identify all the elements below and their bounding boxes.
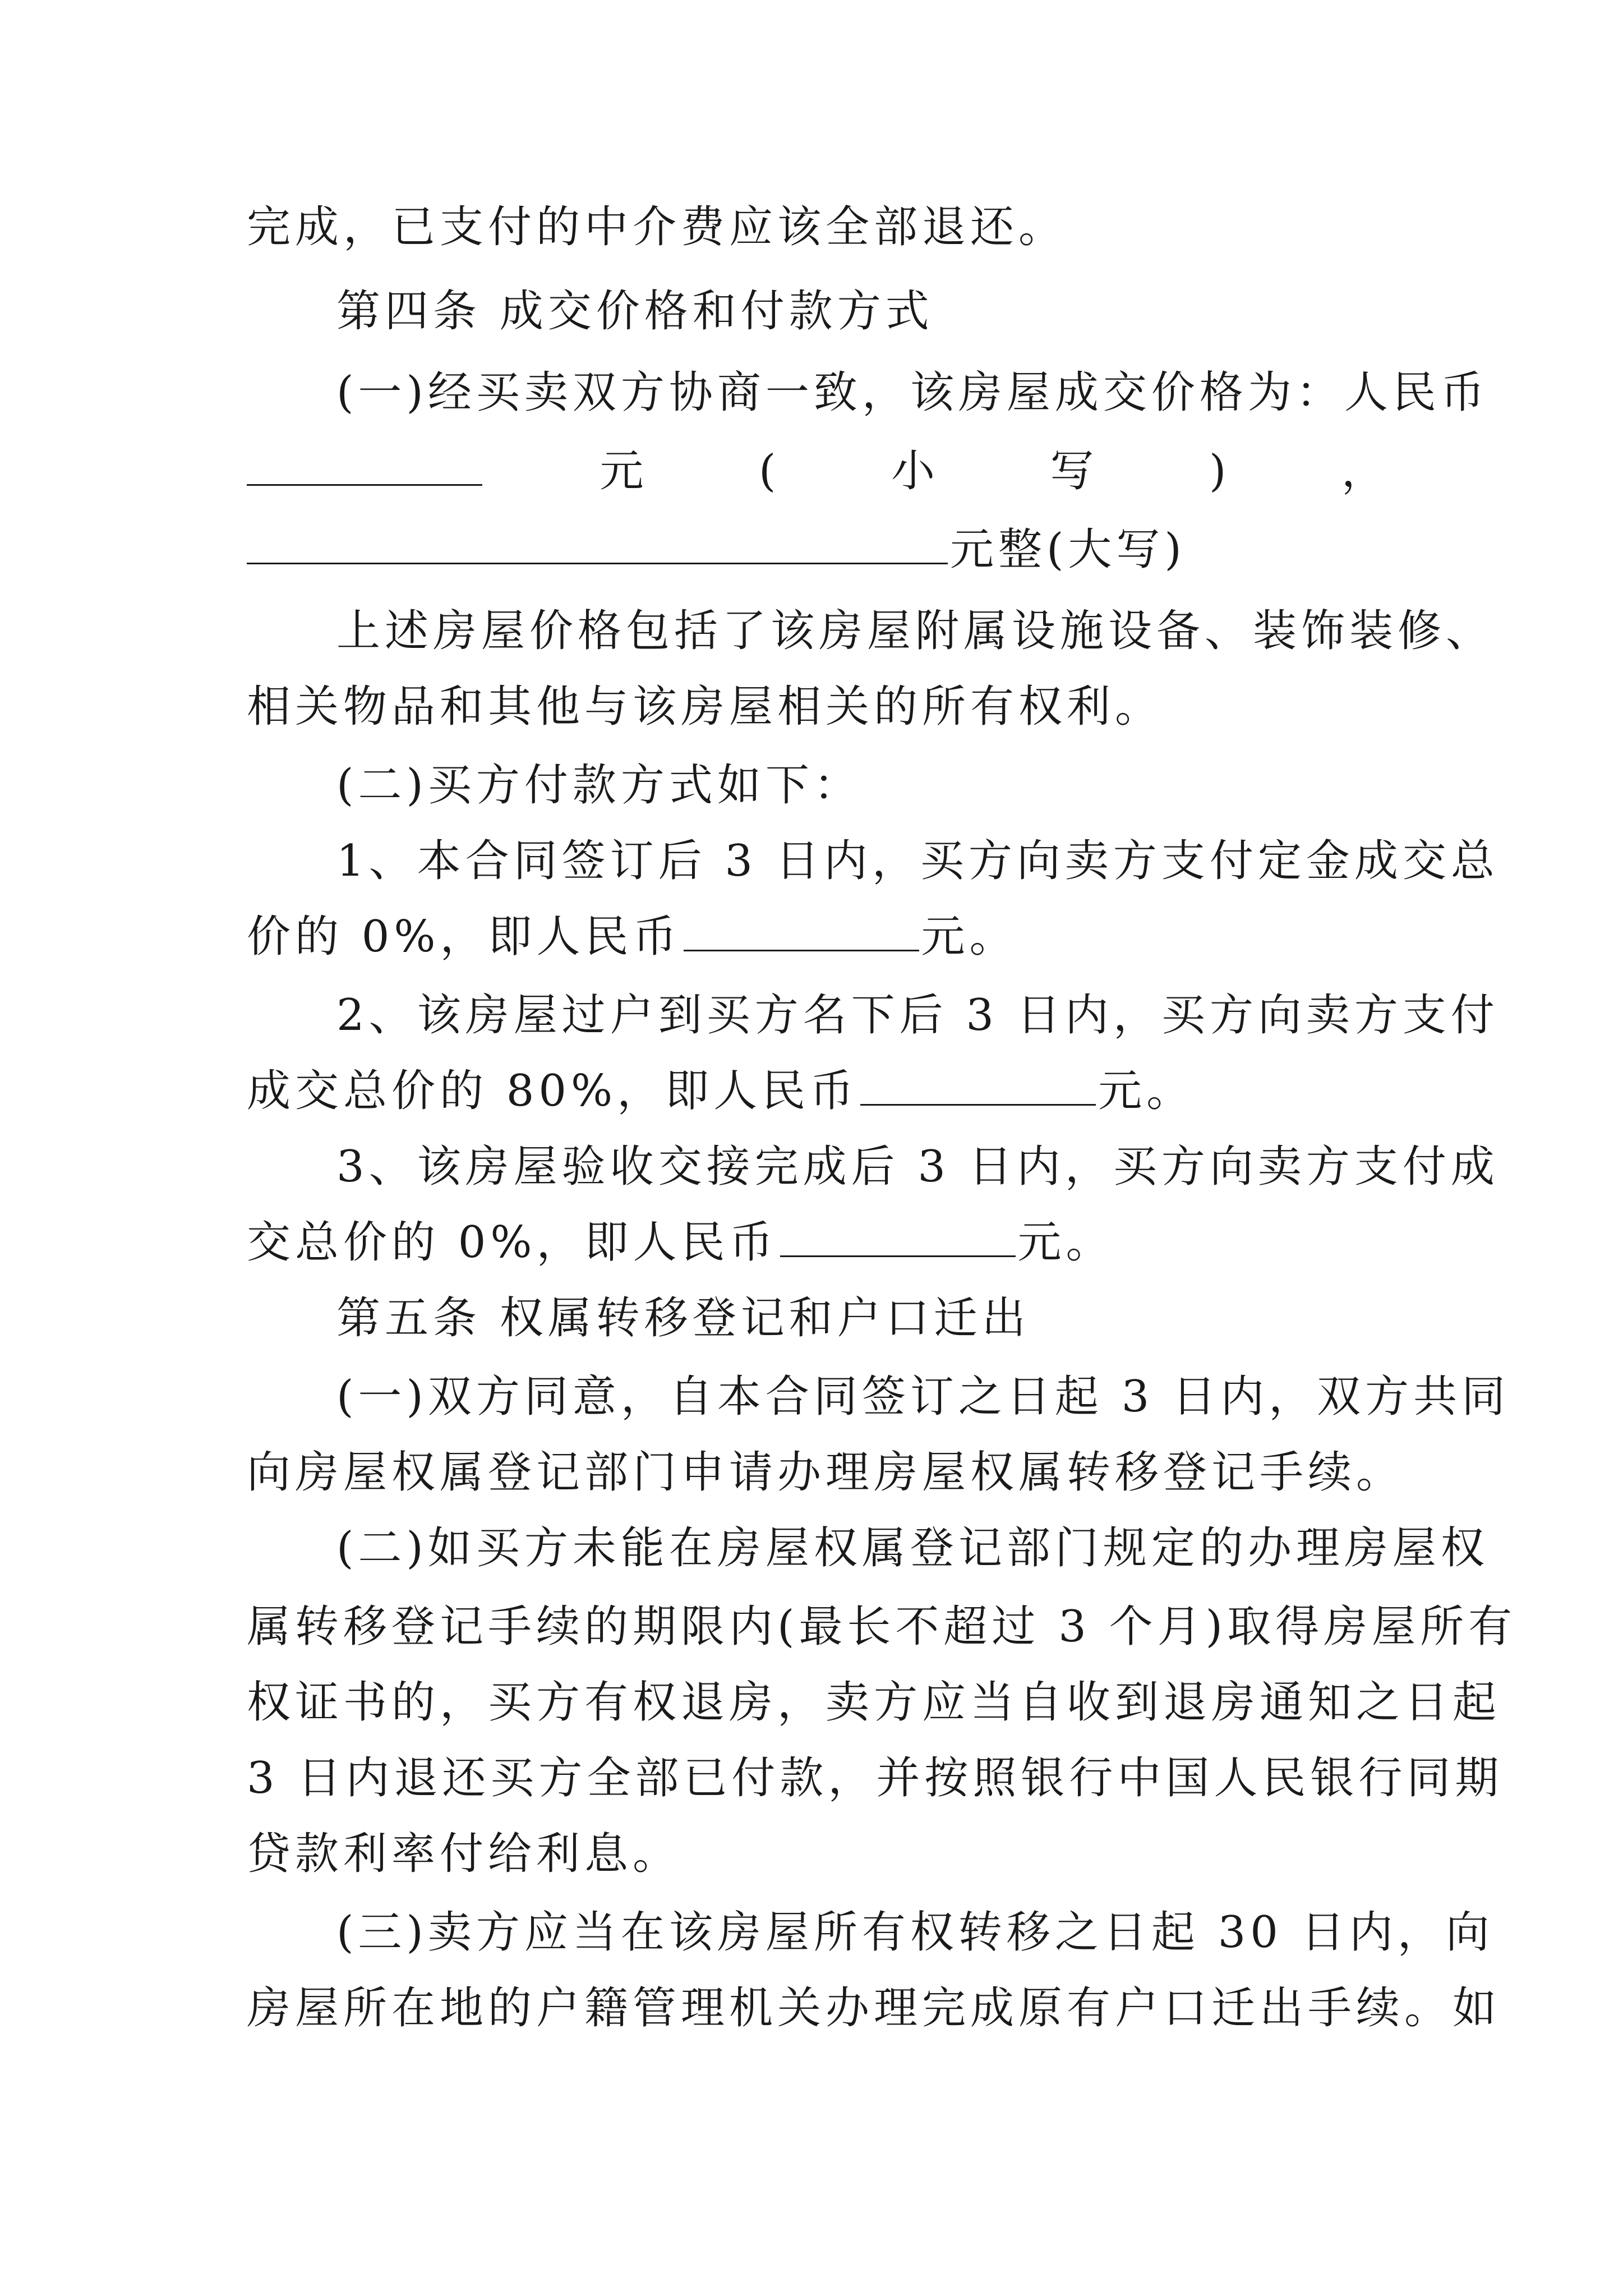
text-fragment: 交总价的 0%，即人民币 (247, 1217, 778, 1268)
text-fragment: 元。 (921, 912, 1018, 962)
text-line: 3 日内退还买方全部已付款，并按照银行中国人民银行同期 (247, 1753, 1504, 1803)
text-line: 属转移登记手续的期限内(最长不超过 3 个月)取得房屋所有 (247, 1602, 1517, 1652)
text-fragment: 元 (600, 446, 644, 496)
text-fragment: 元整(大写) (950, 524, 1186, 575)
text-fragment: ， (1341, 446, 1385, 496)
price-lowercase-line (247, 438, 1385, 505)
text-line: 相关物品和其他与该房屋相关的所有权利。 (247, 682, 1164, 732)
text-fragment: 元。 (1098, 1066, 1195, 1116)
text-line: 1、本合同签订后 3 日内，买方向卖方支付定金成交总 (336, 836, 1499, 886)
text-line: 贷款利率付给利息。 (247, 1829, 681, 1879)
text-line: (一)双方同意，自本合同签订之日起 3 日内，双方共同 (336, 1372, 1510, 1422)
text-line: (三)卖方应当在该房屋所有权转移之日起 30 日内，向 (336, 1907, 1494, 1958)
text-fragment: 价的 0%，即人民币 (247, 912, 681, 962)
payment-transfer-line (247, 1057, 1385, 1125)
text-fragment: 成交总价的 80%，即人民币 (247, 1066, 859, 1116)
text-line: 完成，已支付的中介费应该全部退还。 (247, 202, 1067, 252)
text-line: 向房屋权属登记部门申请办理房屋权属转移登记手续。 (247, 1447, 1405, 1498)
payment-handover-line (247, 1209, 1385, 1276)
text-line: 上述房屋价格包括了该房屋附属设施设备、装饰装修、 (336, 606, 1495, 656)
text-line: (二)如买方未能在房屋权属登记部门规定的办理房屋权 (336, 1523, 1489, 1573)
text-fragment: 元。 (1017, 1217, 1114, 1268)
blank-field-transfer-payment[interactable] (860, 1064, 1096, 1106)
text-line: 房屋所在地的户籍管理机关办理完成原有户口迁出手续。如 (247, 1983, 1501, 2033)
text-line: 2、该房屋过户到买方名下后 3 日内，买方向卖方支付 (336, 990, 1499, 1041)
blank-field-final-payment[interactable] (780, 1215, 1016, 1257)
blank-field-amount-uppercase[interactable] (247, 522, 948, 564)
text-line: (二)买方付款方式如下： (336, 760, 862, 811)
section-heading: 第四条 成交价格和付款方式 (336, 286, 934, 337)
text-fragment: 小 (891, 446, 935, 496)
text-line: 权证书的，买方有权退房，卖方应当自收到退房通知之日起 (247, 1677, 1501, 1728)
text-line: 3、该房屋验收交接完成后 3 日内，买方向卖方支付成 (336, 1142, 1499, 1192)
blank-field-deposit[interactable] (684, 909, 919, 951)
price-uppercase-line (247, 516, 1385, 583)
blank-field-amount-lowercase[interactable] (247, 444, 482, 486)
text-fragment: 写 (1050, 446, 1094, 496)
text-line: (一)经买卖双方协商一致，该房屋成交价格为：人民币 (336, 367, 1489, 418)
section-heading: 第五条 权属转移登记和户口迁出 (336, 1293, 1030, 1343)
text-fragment: ( (759, 446, 776, 496)
text-fragment: ) (1209, 446, 1227, 496)
payment-deposit-line (247, 903, 1385, 970)
